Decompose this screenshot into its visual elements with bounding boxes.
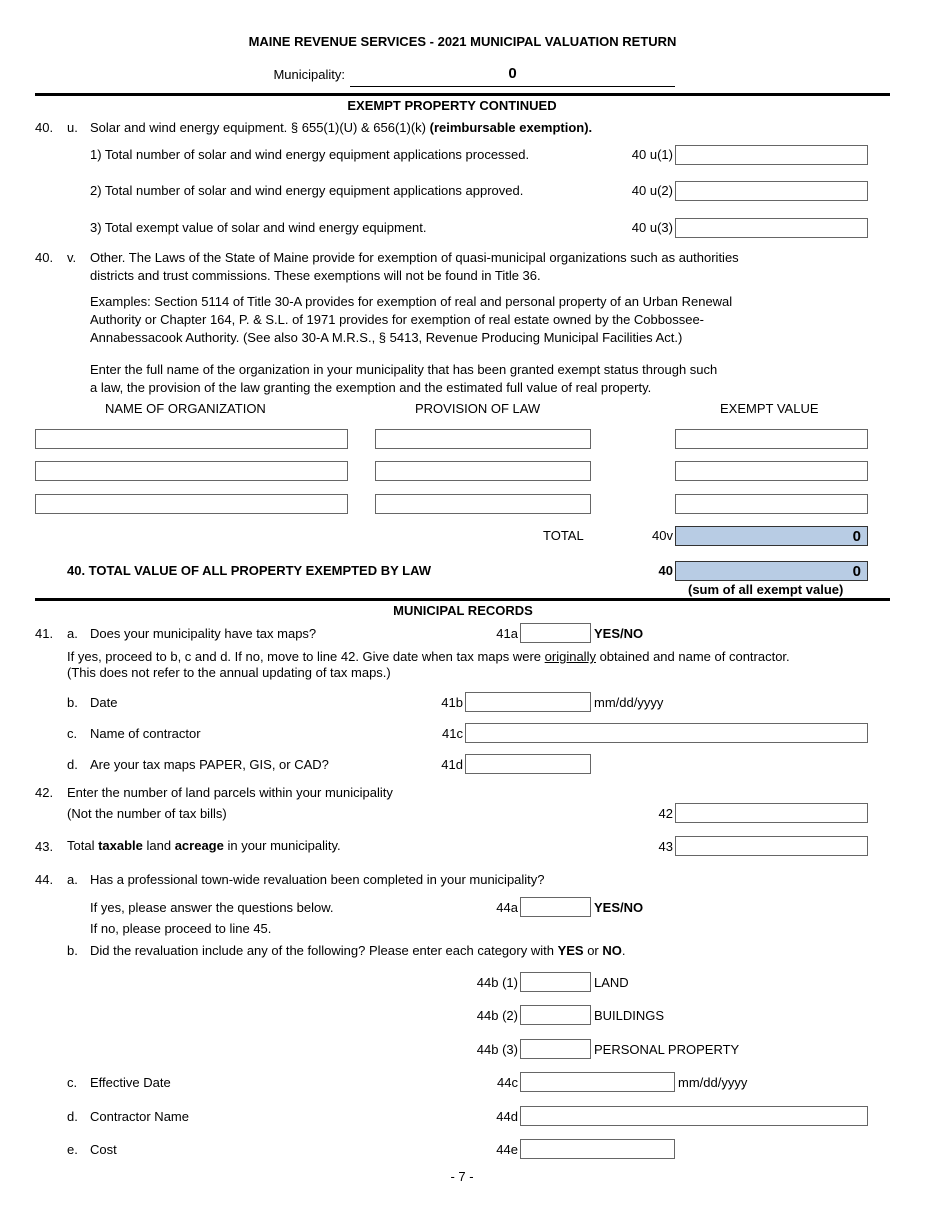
text: If yes, proceed to b, c and d. If no, move to line 42. Give date when tax maps were (67, 649, 545, 664)
line-number: 43. (35, 839, 54, 854)
line-number: 40. (35, 250, 54, 265)
date-format-hint: mm/dd/yyyy (678, 1075, 748, 1090)
line-40v-text: districts and trust commissions. These exemptions will not be found in Title 36. (90, 268, 541, 283)
text: Total (67, 838, 99, 853)
line-letter: e. (67, 1142, 78, 1157)
code-41c: 41c (442, 726, 463, 741)
line-41-note2: (This does not refer to the annual updating of tax maps.) (67, 665, 391, 680)
exempt-value-input[interactable] (675, 461, 868, 481)
line-43-label (67, 838, 341, 854)
category-label: BUILDINGS (594, 1008, 665, 1023)
code-44a: 44a (496, 900, 518, 915)
yes-no-hint: YES/NO (594, 626, 644, 641)
code-44b3: 44b (3) (476, 1042, 518, 1057)
text: obtained and name of contractor. (595, 649, 790, 664)
code-44e: 44e (496, 1142, 518, 1157)
section-divider (35, 93, 890, 96)
total-40v-value: 0 (852, 528, 861, 545)
line-40u-text (90, 120, 592, 136)
text-bold: taxable (98, 838, 143, 853)
input-43[interactable] (675, 836, 868, 856)
line-44a-no-text: If no, please proceed to line 45. (90, 921, 272, 936)
text-bold: YES (557, 943, 584, 958)
exempt-value-input[interactable] (675, 429, 868, 449)
instructions-text: Enter the full name of the organization in your municipality that has been granted exempt status through such (90, 362, 718, 377)
text: land (142, 838, 175, 853)
code-43: 43 (658, 839, 673, 854)
org-name-input[interactable] (35, 461, 348, 481)
line-44a-label: Has a professional town-wide revaluation been completed in your municipality? (90, 872, 545, 887)
text-underlined: originally (544, 649, 596, 664)
date-format-hint: mm/dd/yyyy (594, 695, 664, 710)
input-40u1[interactable] (675, 145, 868, 165)
line-41c-label: Name of contractor (90, 726, 201, 741)
examples-text: Authority or Chapter 164, P. & S.L. of 1971 provides for exemption of real estate owned by the Cobbossee- (90, 312, 705, 327)
category-label: LAND (594, 975, 629, 990)
code-40u1: 40 u(1) (631, 147, 673, 162)
line-40u2-label: 2) Total number of solar and wind energy equipment applications approved. (90, 183, 524, 198)
code-40u3: 40 u(3) (631, 220, 673, 235)
input-44b1[interactable] (520, 972, 591, 992)
line-letter: a. (67, 872, 78, 887)
input-41d[interactable] (465, 754, 591, 774)
line-41-note (67, 649, 790, 665)
text-bold: NO (602, 943, 622, 958)
input-44c[interactable] (520, 1072, 675, 1092)
line-letter: d. (67, 757, 78, 772)
code-41a: 41a (496, 626, 518, 641)
line-44d-label: Contractor Name (90, 1109, 189, 1124)
examples-text: Annabessacook Authority. (See also 30-A M.R.S., § 5413, Revenue Producing Municipal Facilities Act.) (90, 330, 683, 345)
column-header-name: NAME OF ORGANIZATION (105, 401, 266, 416)
line-number: 40. (35, 120, 54, 135)
input-44b3[interactable] (520, 1039, 591, 1059)
code-41b: 41b (441, 695, 463, 710)
code-44b1: 44b (1) (476, 975, 518, 990)
provision-input[interactable] (375, 461, 591, 481)
instructions-text: a law, the provision of the law granting the exemption and the estimated full value of real property. (90, 380, 652, 395)
code-42: 42 (658, 806, 673, 821)
exempt-value-input[interactable] (675, 494, 868, 514)
line-letter: d. (67, 1109, 78, 1124)
line-44e-label: Cost (90, 1142, 117, 1157)
line-letter: u. (67, 120, 78, 135)
input-42[interactable] (675, 803, 868, 823)
provision-input[interactable] (375, 494, 591, 514)
text: . (621, 943, 626, 958)
total-40-field (675, 561, 868, 581)
page-number: - 7 - (450, 1169, 474, 1184)
org-name-input[interactable] (35, 494, 348, 514)
input-44e[interactable] (520, 1139, 675, 1159)
code-41d: 41d (441, 757, 463, 772)
line-letter: c. (67, 1075, 78, 1090)
line-number: 44. (35, 872, 54, 887)
text: Did the revaluation include any of the following? Please enter each category with (90, 943, 558, 958)
municipality-label: Municipality: (273, 67, 345, 82)
text: or (583, 943, 603, 958)
line-44a-yes-text: If yes, please answer the questions below. (90, 900, 334, 915)
line-41b-label: Date (90, 695, 118, 710)
input-40u2[interactable] (675, 181, 868, 201)
code-44d: 44d (496, 1109, 518, 1124)
form-title: MAINE REVENUE SERVICES - 2021 MUNICIPAL VALUATION RETURN (248, 34, 677, 49)
code-44c: 44c (497, 1075, 518, 1090)
text: in your municipality. (223, 838, 341, 853)
text: Solar and wind energy equipment. § 655(1)(U) & 656(1)(k) (90, 120, 430, 135)
text-bold: (reimbursable exemption). (429, 120, 593, 135)
sum-note: (sum of all exempt value) (688, 582, 844, 597)
line-42-label: Enter the number of land parcels within your municipality (67, 785, 393, 800)
section-title-records: MUNICIPAL RECORDS (393, 603, 533, 618)
org-name-input[interactable] (35, 429, 348, 449)
input-44d[interactable] (520, 1106, 868, 1126)
input-41a[interactable] (520, 623, 591, 643)
line-40u3-label: 3) Total exempt value of solar and wind energy equipment. (90, 220, 427, 235)
line-41a-label: Does your municipality have tax maps? (90, 626, 317, 641)
section-divider (35, 598, 890, 601)
line-40v-text: Other. The Laws of the State of Maine provide for exemption of quasi-municipal organizations such as authorities (90, 250, 739, 265)
examples-text: Examples: Section 5114 of Title 30-A provides for exemption of real and personal property of an Urban Renewal (90, 294, 733, 309)
code-40: 40 (658, 563, 673, 578)
line-41d-label: Are your tax maps PAPER, GIS, or CAD? (90, 757, 329, 772)
column-header-provision: PROVISION OF LAW (415, 401, 541, 416)
line-letter: b. (67, 695, 78, 710)
line-number: 42. (35, 785, 54, 800)
line-40u1-label: 1) Total number of solar and wind energy equipment applications processed. (90, 147, 530, 162)
total-label: TOTAL (543, 528, 584, 543)
line-44c-label: Effective Date (90, 1075, 171, 1090)
provision-input[interactable] (375, 429, 591, 449)
code-44b2: 44b (2) (476, 1008, 518, 1023)
yes-no-hint: YES/NO (594, 900, 644, 915)
input-41c[interactable] (465, 723, 868, 743)
input-44a[interactable] (520, 897, 591, 917)
municipality-field[interactable]: 0 (508, 65, 517, 82)
line-letter: a. (67, 626, 78, 641)
text-bold: acreage (174, 838, 224, 853)
total-40-value: 0 (852, 563, 861, 580)
line-number: 41. (35, 626, 54, 641)
section-title-exempt: EXEMPT PROPERTY CONTINUED (347, 98, 557, 113)
line-letter: b. (67, 943, 78, 958)
total-40v-field (675, 526, 868, 546)
column-header-value: EXEMPT VALUE (720, 401, 819, 416)
input-40u3[interactable] (675, 218, 868, 238)
line-42-sublabel: (Not the number of tax bills) (67, 806, 227, 821)
line-40-label: 40. TOTAL VALUE OF ALL PROPERTY EXEMPTED BY LAW (67, 563, 432, 578)
code-40v: 40v (652, 528, 673, 543)
category-label: PERSONAL PROPERTY (594, 1042, 740, 1057)
line-letter: v. (67, 250, 77, 265)
line-44b-label (90, 943, 626, 959)
line-letter: c. (67, 726, 78, 741)
input-41b[interactable] (465, 692, 591, 712)
code-40u2: 40 u(2) (631, 183, 673, 198)
municipality-underline (350, 86, 675, 87)
input-44b2[interactable] (520, 1005, 591, 1025)
